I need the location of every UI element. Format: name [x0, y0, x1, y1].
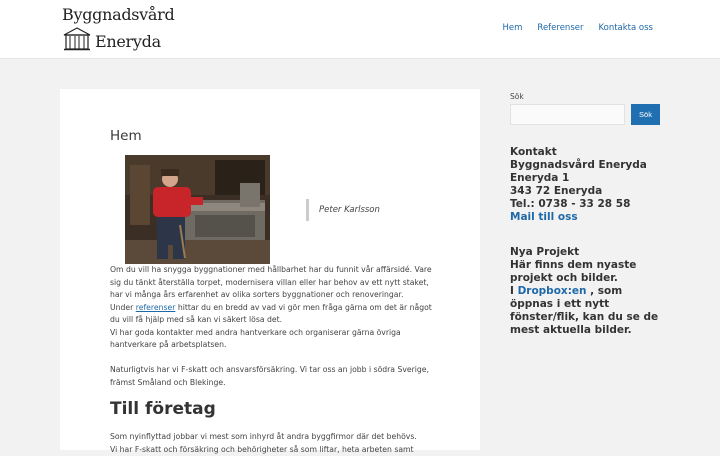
paragraph-intro: Om du vill ha snygga byggnationer med hållbarhet har du funnit vår affärsidé. Vare sig du tänkt återställa torpet, modernisera villan eller har behov av ett nytt staket, har vi många års erfarenhet av olika sorters byggnationer och renoveringar. [110, 264, 432, 302]
text-fragment: Under [110, 303, 136, 312]
foretag-line-1: Som nyinflyttad jobbar vi mest som inhyrd åt andra byggfirmor där det behövs. [110, 431, 432, 444]
contact-postcode: 343 72 Eneryda [510, 185, 670, 198]
text-fragment: I [510, 285, 518, 297]
section-title-foretag: Till företag [110, 399, 216, 419]
site-logo[interactable] [62, 5, 158, 53]
paragraph-skatt: Naturligtvis har vi F-skatt och ansvarsförsäkring. Vi tar oss an jobb i södra Sverige, främst Småland och Blekinge. [110, 364, 432, 389]
text-fragment: , som öppnas i ett nytt fönster/flik, kan du se de mest aktuella bilder. [510, 285, 658, 336]
page-title: Hem [110, 128, 142, 144]
foretag-text [110, 431, 432, 456]
logo-text-top: Byggnadsvård [62, 5, 174, 24]
nav-item-hem[interactable]: Hem [503, 23, 523, 33]
projekt-widget [510, 246, 665, 337]
contact-heading: Kontakt [510, 146, 670, 159]
contact-widget [510, 146, 670, 224]
logo-text-bottom: Eneryda [95, 32, 161, 51]
foretag-line-2: Vi har F-skatt och försäkring och behörigheter så som liftar, heta arbeten samt [110, 444, 432, 456]
contact-phone: Tel.: 0738 - 33 28 58 [510, 198, 670, 211]
referenser-link[interactable]: referenser [136, 303, 176, 312]
photo-caption: Peter Karlsson [306, 199, 380, 221]
text-fragment: hittar du en bredd av vad vi gör men fråga gärna om det är något du vill få hjälp med så kan vi säkert lösa det. [110, 303, 432, 325]
paragraph-referenser [110, 302, 432, 327]
mail-link[interactable]: Mail till oss [510, 211, 578, 223]
projekt-dropbox-text [510, 285, 665, 337]
intro-text [110, 264, 432, 389]
workshop-photo [125, 155, 270, 264]
nav-item-kontakta-oss[interactable]: Kontakta oss [598, 23, 653, 33]
projekt-intro: Här finns dem nyaste projekt och bilder. [510, 259, 665, 285]
search-label: Sök [510, 92, 524, 101]
main-nav [503, 23, 653, 33]
projekt-heading: Nya Projekt [510, 246, 665, 259]
site-header [0, 0, 720, 59]
house-icon [62, 27, 92, 51]
contact-company: Byggnadsvård Eneryda [510, 159, 670, 172]
contact-address: Eneryda 1 [510, 172, 670, 185]
search-button[interactable]: Sök [631, 104, 660, 125]
paragraph-contacts: Vi har goda kontakter med andra hantverkare och organiserar gärna övriga hantverkare på arbetsplatsen. [110, 327, 432, 352]
main-content [60, 89, 480, 450]
nav-item-referenser[interactable]: Referenser [537, 23, 583, 33]
search-input[interactable] [510, 104, 625, 125]
dropbox-link[interactable]: Dropbox:en [518, 285, 587, 297]
